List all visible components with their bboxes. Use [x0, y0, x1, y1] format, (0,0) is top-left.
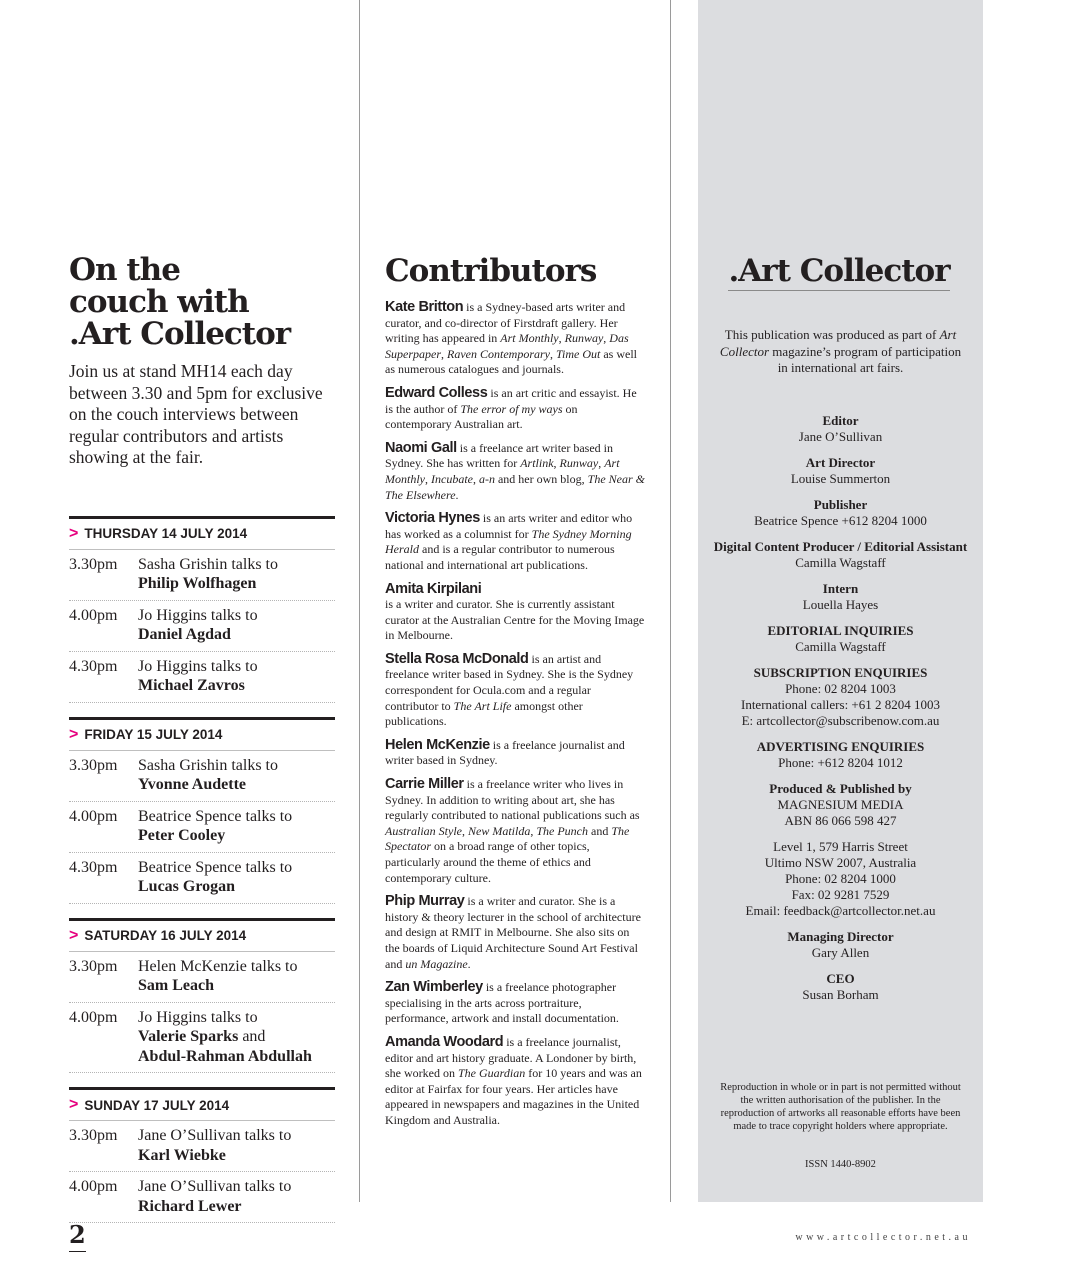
slot-text [138, 657, 258, 696]
credit-line: Level 1, 579 Harris Street [773, 839, 908, 854]
day-header [69, 516, 335, 550]
slot-host: Beatrice Spence talks to [138, 807, 293, 825]
arrow-icon: > [69, 524, 79, 542]
slot-time: 3.30pm [69, 555, 118, 573]
slot-text [138, 555, 278, 594]
slot-artist-line [138, 877, 292, 897]
contributor-bio [385, 441, 647, 503]
slot-text [138, 807, 292, 846]
bio-text: , [425, 471, 431, 486]
schedule-slot [69, 601, 335, 652]
schedule-slot [69, 652, 335, 703]
schedule-slot [69, 1172, 335, 1223]
schedule-day [69, 516, 335, 703]
bio-title: Das Superpaper [385, 331, 629, 361]
bio-title: Time Out [555, 346, 601, 361]
schedule-slot [69, 1121, 335, 1172]
bio-text: , [441, 346, 447, 361]
slot-time: 4.00pm [69, 1178, 118, 1195]
column-divider-left [359, 0, 360, 1202]
slot-artist: Karl Wiebke [138, 1146, 226, 1164]
credit-line: Phone: +612 8204 1012 [778, 755, 903, 770]
contributor-name: Carrie Miller [385, 776, 464, 793]
bio-title: The Art Life [453, 698, 512, 713]
bio-text: is a freelance photographer specialising in the arts across portraiture, performance, artwork and install documentation. [385, 980, 619, 1026]
slot-text [138, 1177, 291, 1216]
contributor-bio [385, 300, 647, 378]
bio-text: is a Sydney-based arts writer and curator, and co-director of Firstdraft gallery. Her writing has appeared in [385, 300, 626, 346]
credit-block [708, 623, 973, 655]
bio-title: The Punch [536, 823, 588, 838]
bio-text: is a freelance journalist and writer based in Sydney. [385, 737, 625, 768]
credit-block [708, 781, 973, 829]
bio-text: and is a regular contributor to numerous national and international art publications. [385, 542, 615, 572]
couch-section [69, 254, 335, 1223]
slot-artist: Lucas Grogan [138, 878, 236, 895]
credit-line: Camilla Wagstaff [795, 555, 886, 570]
bio-text: , [530, 823, 537, 838]
credit-line: E: artcollector@subscribenow.com.au [741, 713, 940, 728]
contributors-title: Contributors [385, 253, 597, 289]
credit-label: Digital Content Producer / Editorial Assistant [713, 539, 968, 554]
bio-text: as well as numerous catalogues and journals. [385, 346, 637, 377]
credit-line: ABN 86 066 598 427 [784, 813, 897, 828]
day-label: THURSDAY 14 JULY 2014 [84, 526, 248, 541]
bio-title: Raven Contemporary [447, 346, 550, 361]
day-label: SUNDAY 17 JULY 2014 [84, 1097, 230, 1113]
bio-text: . [467, 956, 471, 971]
credit-label: EDITORIAL INQUIRIES [767, 623, 914, 638]
slot-artist-line [138, 1047, 312, 1067]
slot-text [138, 1008, 312, 1067]
credit-line: Phone: 02 8204 1003 [785, 681, 896, 696]
contributor-name: Naomi Gall [385, 439, 457, 456]
credit-line: Beatrice Spence +612 8204 1000 [754, 513, 927, 528]
slot-artist: Michael Zavros [138, 677, 245, 694]
masthead-panel [698, 0, 983, 1202]
bio-text: for 10 years and was an editor at Fairfax for four years. Her articles have appeared in newspapers and magazines in the United Kingdom and Australia. [385, 1066, 642, 1127]
arrow-icon: > [69, 926, 79, 944]
bio-title: The Spectator [385, 823, 630, 854]
contributor-name: Victoria Hynes [385, 510, 480, 527]
credit-block [708, 839, 973, 919]
bio-title: The Guardian [457, 1066, 526, 1081]
bio-title: The Near & The Elsewhere [385, 471, 645, 502]
bio-text: is an arts writer and editor who has worked as a columnist for [385, 511, 633, 541]
bio-title: Art Monthly [385, 456, 620, 486]
schedule-slot [69, 853, 335, 904]
schedule-slot [69, 952, 335, 1003]
slot-text [138, 858, 292, 897]
couch-intro: Join us at stand MH14 each day between 3.30 and 5pm for exclusive on the couch interviews between regular contributors and artists showing at the fair. [69, 361, 323, 467]
contributor-bio [385, 386, 647, 433]
bio-title: Incubate [431, 471, 473, 486]
contributor-name: Phip Murray [385, 893, 465, 910]
schedule-day [69, 918, 335, 1074]
bio-title: Runway [564, 331, 604, 346]
bio-title: a-n [478, 471, 495, 486]
contributor-name: Zan Wimberley [385, 979, 483, 996]
schedule-day [69, 1087, 335, 1223]
bio-text: . [455, 487, 459, 502]
credit-line: International callers: +61 2 8204 1003 [740, 697, 941, 712]
credit-block [708, 665, 973, 729]
bio-text: , [603, 331, 610, 346]
credit-label: Managing Director [787, 929, 894, 944]
bio-text: is a freelance writer who lives in Sydney. In addition to writing about art, she has regularly contributed to national publications such as [385, 777, 640, 823]
bio-text: is a freelance journalist, editor and art history graduate. A Londoner by birth, she worked on [385, 1034, 637, 1081]
bio-title: un Magazine [405, 956, 468, 971]
day-header [69, 918, 335, 952]
bio-text: is an art critic and essayist. He is the author of [385, 385, 637, 416]
bio-title: The Sydney Morning Herald [385, 526, 632, 557]
contributor-name: Edward Colless [385, 384, 488, 401]
bio-text: is an artist and freelance writer based in Sydney. She is the Sydney correspondent for Ocula.com and a regular contributor to [385, 651, 634, 713]
couch-title-line: .Art Collector [69, 316, 291, 352]
bio-title: Art Monthly [500, 331, 559, 346]
contributors-list [385, 300, 647, 1129]
slot-time: 3.30pm [69, 957, 118, 975]
contributor-bio [385, 652, 647, 730]
schedule-slot [69, 550, 335, 601]
slot-artist-line [138, 625, 258, 645]
slot-text [138, 957, 298, 996]
credit-block [708, 929, 973, 961]
credit-label: Produced & Published by [769, 781, 912, 796]
bio-title: New Matilda [468, 823, 531, 838]
slot-artist-line [138, 1197, 291, 1217]
bio-title: Runway [559, 456, 599, 471]
page-number: 2 [69, 1220, 86, 1249]
slot-text [138, 606, 258, 645]
couch-title-line: couch with [69, 284, 249, 320]
credit-label: Intern [822, 581, 859, 596]
slot-artist: Daniel Agdad [138, 626, 231, 643]
slot-host: Jo Higgins talks to [138, 657, 258, 675]
bio-text: and her own blog, [494, 471, 588, 486]
slot-artist-line [138, 976, 298, 996]
bio-title: The error of my ways [460, 401, 563, 416]
credit-block [708, 455, 973, 487]
contributor-name: Amita Kirpilani [385, 580, 482, 597]
masthead-intro-post: magazine’s program of participation in international art fairs. [769, 343, 962, 375]
bio-text: on a broad range of other topics, particularly around the theme of ethics and contemporary culture. [385, 839, 591, 885]
slot-time: 4.00pm [69, 606, 118, 624]
credit-label: Art Director [805, 455, 876, 470]
site-url[interactable]: www.artcollector.net.au [795, 1232, 971, 1243]
day-header [69, 717, 335, 751]
slot-text [138, 1126, 291, 1165]
credit-label: Publisher [813, 497, 868, 512]
slot-time: 4.30pm [69, 657, 118, 675]
credit-label: SUBSCRIPTION ENQUIRIES [753, 665, 928, 680]
contributor-bio [385, 511, 647, 573]
slot-host: Helen McKenzie talks to [138, 957, 298, 975]
credit-label: Editor [822, 413, 859, 428]
credit-line: Louella Hayes [802, 597, 879, 612]
masthead-intro-pre: This publication was produced as part of [724, 327, 940, 342]
contributor-name: Kate Britton [385, 299, 464, 315]
credit-block [708, 581, 973, 613]
bio-text: , [549, 346, 556, 361]
masthead-credits [708, 413, 973, 1013]
issn: ISSN 1440-8902 [805, 1159, 876, 1170]
credit-line: MAGNESIUM MEDIA [777, 797, 904, 812]
bio-text: , [598, 456, 605, 471]
slot-time: 4.00pm [69, 807, 118, 825]
slot-host: Sasha Grishin talks to [138, 756, 278, 774]
slot-artist-line [138, 826, 292, 846]
bio-text: is a writer and curator. She is a history & theory lecturer in the school of architecture and design at RMIT in Melbourne. She also sits on the boards of Liquid Architecture Sound Art Festival and [385, 894, 641, 971]
slot-artist-line [138, 775, 278, 795]
slot-host: Sasha Grishin talks to [138, 555, 278, 573]
bio-text: and [588, 823, 612, 838]
bio-text: amongst other publications. [385, 698, 583, 729]
slot-host: Beatrice Spence talks to [138, 858, 293, 876]
credit-line: Jane O’Sullivan [798, 429, 883, 444]
credit-block [708, 539, 973, 571]
credit-block [708, 497, 973, 529]
slot-artist: Abdul-Rahman Abdullah [138, 1047, 312, 1065]
credit-line: Email: feedback@artcollector.net.au [745, 903, 936, 918]
credit-line: Louise Summerton [790, 471, 891, 486]
arrow-icon: > [69, 725, 79, 743]
credit-line: Susan Borham [802, 987, 879, 1002]
credit-line: Ultimo NSW 2007, Australia [764, 855, 917, 870]
slot-host: Jo Higgins talks to [138, 1008, 258, 1026]
couch-title [69, 254, 335, 350]
bio-text: on contemporary Australian art. [385, 401, 578, 432]
credit-line: Camilla Wagstaff [795, 639, 886, 654]
slot-artist: Yvonne Audette [138, 776, 247, 793]
slot-time: 3.30pm [69, 1127, 118, 1144]
contributor-name: Stella Rosa McDonald [385, 650, 529, 667]
schedule-day [69, 717, 335, 904]
slot-artist: Richard Lewer [138, 1197, 242, 1215]
masthead-intro [718, 327, 963, 377]
day-header [69, 1087, 335, 1121]
day-label: SATURDAY 16 JULY 2014 [84, 928, 247, 943]
schedule [69, 516, 335, 1224]
credit-label: ADVERTISING ENQUIRIES [756, 739, 925, 754]
slot-artist-line [138, 1146, 291, 1166]
contributor-bio [385, 738, 647, 769]
schedule-slot [69, 802, 335, 853]
credit-line: Phone: 02 8204 1000 [785, 871, 896, 886]
bio-title: Artlink [520, 456, 554, 471]
slot-artist: Sam Leach [138, 977, 214, 994]
slot-and: and [238, 1028, 266, 1045]
schedule-slot [69, 751, 335, 802]
bio-title: Australian Style [385, 823, 462, 838]
contributor-bio [385, 1035, 647, 1129]
bio-text: , [462, 823, 468, 838]
slot-host: Jane O’Sullivan talks to [138, 1178, 292, 1195]
bio-text: , [558, 331, 565, 346]
slot-time: 4.30pm [69, 858, 118, 876]
arrow-icon: > [69, 1096, 79, 1113]
schedule-slot [69, 1003, 335, 1074]
slot-artist-line [138, 1027, 312, 1047]
slot-text [138, 756, 278, 795]
slot-artist: Valerie Sparks [138, 1028, 239, 1045]
day-label: FRIDAY 15 JULY 2014 [84, 727, 223, 742]
contributor-bio [385, 894, 647, 972]
masthead-intro-italic: Art Collector [719, 327, 957, 359]
credit-block [708, 971, 973, 1003]
bio-text: , [472, 471, 479, 486]
contributors-section [385, 254, 647, 1137]
credit-block [708, 739, 973, 771]
contributor-bio [385, 980, 647, 1027]
bio-text: is a freelance art writer based in Sydney. She has written for [385, 440, 614, 471]
slot-host: Jo Higgins talks to [138, 606, 258, 624]
contributor-bio [385, 777, 647, 886]
column-divider-right [670, 0, 671, 1202]
slot-artist-line [138, 574, 278, 594]
slot-artist: Philip Wolfhagen [138, 575, 257, 592]
credit-block [708, 413, 973, 445]
slot-time: 3.30pm [69, 756, 118, 774]
contributor-name: Helen McKenzie [385, 736, 490, 753]
bio-text: , [553, 456, 560, 471]
credit-line: Gary Allen [811, 945, 870, 960]
credit-line: Fax: 02 9281 7529 [791, 887, 890, 902]
slot-artist: Peter Cooley [138, 827, 226, 844]
contributor-bio [385, 582, 647, 644]
couch-title-line: On the [69, 252, 180, 288]
slot-time: 4.00pm [69, 1008, 118, 1026]
slot-host: Jane O’Sullivan talks to [138, 1127, 292, 1144]
contributor-name: Amanda Woodard [385, 1033, 504, 1050]
masthead-title: .Art Collector [728, 253, 950, 289]
disclaimer: Reproduction in whole or in part is not permitted without the written authorisation of the publisher. In the reproduction of artworks all reasonable efforts have been made to trace copyright holders where appropriate. [720, 1082, 961, 1132]
credit-label: CEO [826, 971, 855, 986]
slot-artist-line [138, 676, 258, 696]
bio-text: is a writer and curator. She is currently assistant curator at the Australian Centre for the Moving Image in Melbourne. [385, 597, 645, 643]
